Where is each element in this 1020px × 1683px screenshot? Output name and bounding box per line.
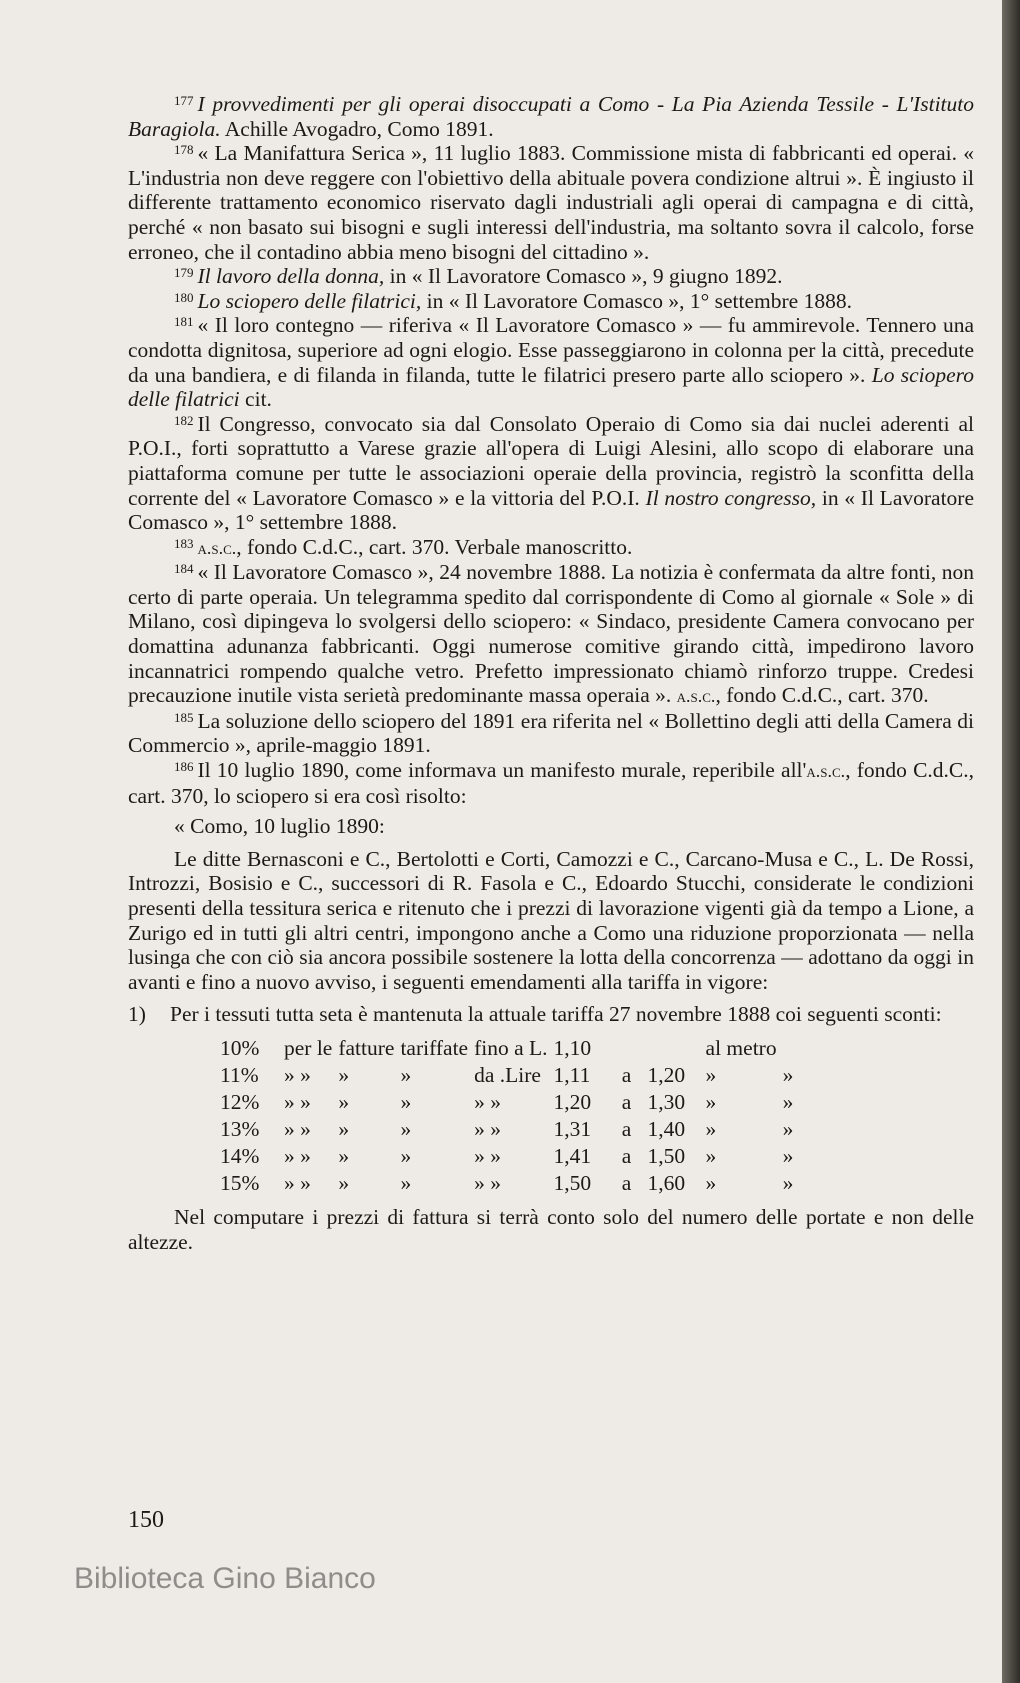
footnote-text: , fondo C.d.C., cart. 370. bbox=[715, 683, 929, 708]
rates-cell-c3: » bbox=[400, 1089, 412, 1114]
rates-cell-a: a bbox=[621, 1062, 632, 1087]
footnote-text: a.s.c. bbox=[197, 537, 237, 558]
rates-cell-u2: » bbox=[782, 1143, 794, 1168]
rates-cell-a bbox=[612, 1035, 648, 1062]
rates-cell-from: 1,20 bbox=[553, 1089, 592, 1114]
rates-cell-c1: » » bbox=[284, 1143, 311, 1168]
footnote-title: Lo sciopero delle filatrici bbox=[128, 362, 974, 412]
rates-cell-c2: » bbox=[338, 1089, 350, 1114]
footnote-181 bbox=[128, 313, 974, 411]
footnote-text: a.s.c. bbox=[806, 761, 846, 782]
rates-cell-pct: 10% bbox=[220, 1035, 260, 1060]
footnote-text: Il 10 luglio 1890, come informava un manifesto murale, reperibile all' bbox=[197, 758, 807, 783]
footnote-number: 186 bbox=[174, 759, 194, 775]
quote-opening: « Como, 10 luglio 1890: bbox=[174, 814, 385, 839]
rates-cell-c2: » bbox=[338, 1062, 350, 1087]
rates-cell-to: 1,50 bbox=[647, 1143, 686, 1168]
rates-cell-pct: 13% bbox=[220, 1116, 260, 1141]
rates-cell-from: 1,10 bbox=[553, 1035, 592, 1060]
rates-cell-a: a bbox=[621, 1143, 632, 1168]
rates-cell-a: a bbox=[621, 1116, 632, 1141]
library-watermark: Biblioteca Gino Bianco bbox=[74, 1562, 376, 1595]
footnote-text: « Il Lavoratore Comasco », 24 novembre 1888. La notizia è confermata da altre fonti, non certo di parte operaia. Un telegramma spedito dal corrispondente di Como al giornale « Sole » di Milano, così dipingeva lo svolgersi dello sciopero: « Sindaco, presidente Camera convocano per domattina adunanza fabbricanti. Oggi numerose comitive girando città, impedirono lavoro incannatrici rompendo qualche vetro. Prefetto impressionato chiamò rinforzo truppe. Credesi precauzione inutile vista serietà predominante massa operaia ». bbox=[128, 560, 974, 708]
footnote-text: , fondo C.d.C., cart. 370. Verbale manoscritto. bbox=[236, 534, 633, 559]
list-item-text: Per i tessuti tutta seta è mantenuta la attuale tariffa 27 novembre 1888 coi seguenti sconti: bbox=[170, 1002, 942, 1027]
page-number: 150 bbox=[128, 1507, 164, 1533]
footnotes-body bbox=[128, 92, 974, 1254]
footnote-title: Il lavoro della donna, bbox=[197, 264, 385, 289]
rates-cell-u1: » bbox=[705, 1062, 717, 1087]
rates-cell-c1: » » bbox=[284, 1062, 311, 1087]
rates-row bbox=[220, 1035, 799, 1062]
footnote-text: La soluzione dello sciopero del 1891 era riferita nel « Bollettino degli atti della Camera di Commercio », aprile-maggio 1891. bbox=[128, 708, 974, 758]
rates-cell-from: 1,31 bbox=[553, 1116, 592, 1141]
footnote-number: 185 bbox=[174, 709, 194, 725]
footnote-number: 181 bbox=[174, 314, 194, 330]
footnote-text: Achille Avogadro, Como 1891. bbox=[220, 116, 494, 141]
footnote-186 bbox=[128, 758, 974, 808]
rates-cell-u1: » bbox=[705, 1143, 717, 1168]
footnote-text: a.s.c. bbox=[676, 686, 716, 707]
footnote-text: « Il loro contegno — riferiva « Il Lavoratore Comasco » — fu ammirevole. Tennero una condotta dignitosa, superiore ad ogni elogio. Esse passeggiarono in colonna per la città, precedute da una bandiera, e di filanda in filanda, tutte le filatrici presero parte allo sciopero ». bbox=[128, 313, 974, 387]
footnote-number: 182 bbox=[174, 412, 194, 428]
rates-cell-c1: per le bbox=[284, 1035, 333, 1060]
footnote-184 bbox=[128, 560, 974, 709]
footnote-title: I provvedimenti per gli operai disoccupati a Como - La Pia Azienda Tessile - L'Istituto Baragiola. bbox=[128, 92, 974, 141]
rates-cell-c3: tariffate bbox=[400, 1035, 469, 1060]
footnote-number: 183 bbox=[174, 535, 194, 551]
rates-cell-pct: 12% bbox=[220, 1089, 260, 1114]
footnote-179 bbox=[128, 264, 974, 289]
rates-cell-c1: » » bbox=[284, 1170, 311, 1195]
footnote-number: 178 bbox=[174, 142, 194, 158]
footnote-list bbox=[128, 92, 974, 808]
rates-cell-from: 1,50 bbox=[553, 1170, 592, 1195]
rates-cell-u2: » bbox=[782, 1116, 794, 1141]
list-item-number: 1) bbox=[128, 1002, 146, 1027]
footnote-182 bbox=[128, 412, 974, 535]
rates-cell-u1: » bbox=[705, 1089, 717, 1114]
rates-cell-c2: » bbox=[338, 1170, 350, 1195]
rates-cell-c2: fatture bbox=[338, 1035, 395, 1060]
rates-cell-c3: » bbox=[400, 1062, 412, 1087]
rates-cell-pct: 15% bbox=[220, 1170, 260, 1195]
rates-row bbox=[220, 1062, 799, 1089]
rates-cell-c3: » bbox=[400, 1170, 412, 1195]
rates-cell-a: a bbox=[621, 1170, 632, 1195]
rates-cell-c4: » » bbox=[474, 1170, 501, 1195]
rates-cell-c4: » » bbox=[474, 1143, 501, 1168]
footnote-text: , fondo C.d.C., cart. 370, lo sciopero si era così risolto: bbox=[128, 758, 974, 808]
footnote-number: 179 bbox=[174, 265, 194, 281]
footnote-180 bbox=[128, 289, 974, 314]
rates-cell-c1: » » bbox=[284, 1116, 311, 1141]
rates-cell-u2 bbox=[783, 1035, 800, 1062]
rates-cell-u1: » bbox=[705, 1116, 717, 1141]
rates-row bbox=[220, 1143, 799, 1170]
quote-paragraph-2: Nel computare i prezzi di fattura si terrà conto solo del numero delle portate e non delle altezze. bbox=[128, 1204, 974, 1254]
rates-cell-to: 1,40 bbox=[647, 1116, 686, 1141]
rates-cell-from: 1,11 bbox=[553, 1062, 591, 1087]
quote-paragraph-1: Le ditte Bernasconi e C., Bertolotti e Corti, Camozzi e C., Carcano-Musa e C., L. De Rossi, Introzzi, Bosisio e C., successori di R. Fasola e C., Edoardo Stucchi, considerate le condizioni presenti della tessitura serica e ritenuto che i prezzi di lavorazione vigenti già da tempo a Lione, a Zurigo ed in tutti gli altri centri, impongono anche a Como una riduzione proporzionata — nella lusinga che con ciò sia ancora possibile sostenere la lotta della concorrenza — adottano da oggi in avanti e fino a nuovo avviso, i seguenti emendamenti alla tariffa in vigore: bbox=[128, 846, 974, 994]
rates-cell-to: 1,30 bbox=[647, 1089, 686, 1114]
rates-cell-pct: 14% bbox=[220, 1143, 260, 1168]
rates-cell-c2: » bbox=[338, 1116, 350, 1141]
rates-cell-u2: » bbox=[782, 1089, 794, 1114]
rates-cell-pct: 11% bbox=[220, 1062, 259, 1087]
footnote-text: cit. bbox=[239, 387, 272, 412]
rates-cell-c3: » bbox=[400, 1116, 412, 1141]
footnote-title: Il nostro congresso, bbox=[645, 485, 817, 510]
rates-table bbox=[220, 1035, 799, 1197]
rates-row bbox=[220, 1089, 799, 1116]
rates-cell-c2: » bbox=[338, 1143, 350, 1168]
footnote-text: in « Il Lavoratore Comasco », 1° settembre 1888. bbox=[128, 485, 974, 535]
rates-cell-c1: » » bbox=[284, 1089, 311, 1114]
footnote-183 bbox=[128, 535, 974, 561]
footnote-number: 177 bbox=[174, 93, 194, 108]
footnote-text: in « Il Lavoratore Comasco », 1° settembre 1888. bbox=[421, 288, 852, 313]
rates-cell-u1: al metro bbox=[705, 1035, 777, 1060]
rates-cell-a: a bbox=[621, 1089, 632, 1114]
footnote-number: 184 bbox=[174, 561, 194, 577]
footnote-177 bbox=[128, 92, 974, 141]
rates-cell-c4: » » bbox=[474, 1089, 501, 1114]
rates-cell-c4: » » bbox=[474, 1116, 501, 1141]
rates-cell-to: 1,20 bbox=[647, 1062, 686, 1087]
rates-cell-c4: fino a L. bbox=[474, 1035, 548, 1060]
footnote-178 bbox=[128, 141, 974, 264]
rates-cell-u1: » bbox=[705, 1170, 717, 1195]
footnote-185 bbox=[128, 709, 974, 758]
footnote-text: Il Congresso, convocato sia dal Consolato Operaio di Como sia dai nuclei aderenti al P.O.I., forti soprattutto a Varese grazie all'opera di Luigi Alesini, allo scopo di elaborare una piattaforma comune per tutte le associazioni operaie della provincia, registrò la sconfitta della corrente del « Lavoratore Comasco » e la vittoria del P.O.I. bbox=[128, 411, 974, 510]
page-edge-shadow bbox=[1002, 0, 1020, 1683]
footnote-title: Lo sciopero delle filatrici, bbox=[197, 288, 422, 313]
rates-cell-u2: » bbox=[782, 1062, 794, 1087]
list-item-1 bbox=[128, 1002, 974, 1027]
rates-row bbox=[220, 1170, 799, 1197]
rates-cell-c3: » bbox=[400, 1143, 412, 1168]
rates-cell-to bbox=[648, 1035, 706, 1062]
rates-cell-from: 1,41 bbox=[553, 1143, 592, 1168]
footnote-number: 180 bbox=[174, 289, 194, 305]
footnote-text: « La Manifattura Serica », 11 luglio 1883. Commissione mista di fabbricanti ed operai. « L'industria non deve reggere con l'obiettivo della abituale povera condizione altrui ». È ingiusto il differente trattamento economico riservato dagli industriali agli operai di campagna e di città, perché « non basato sui bisogni e sugli interessi dell'industria, ma soltanto sovra il calcolo, forse erroneo, che il contadino abbia meno bisogni del cittadino ». bbox=[128, 141, 974, 264]
rates-cell-c4: da .Lire bbox=[474, 1062, 541, 1087]
rates-row bbox=[220, 1116, 799, 1143]
footnote-text: in « Il Lavoratore Comasco », 9 giugno 1892. bbox=[384, 264, 783, 289]
rates-cell-to: 1,60 bbox=[647, 1170, 686, 1195]
rates-cell-u2: » bbox=[782, 1170, 794, 1195]
